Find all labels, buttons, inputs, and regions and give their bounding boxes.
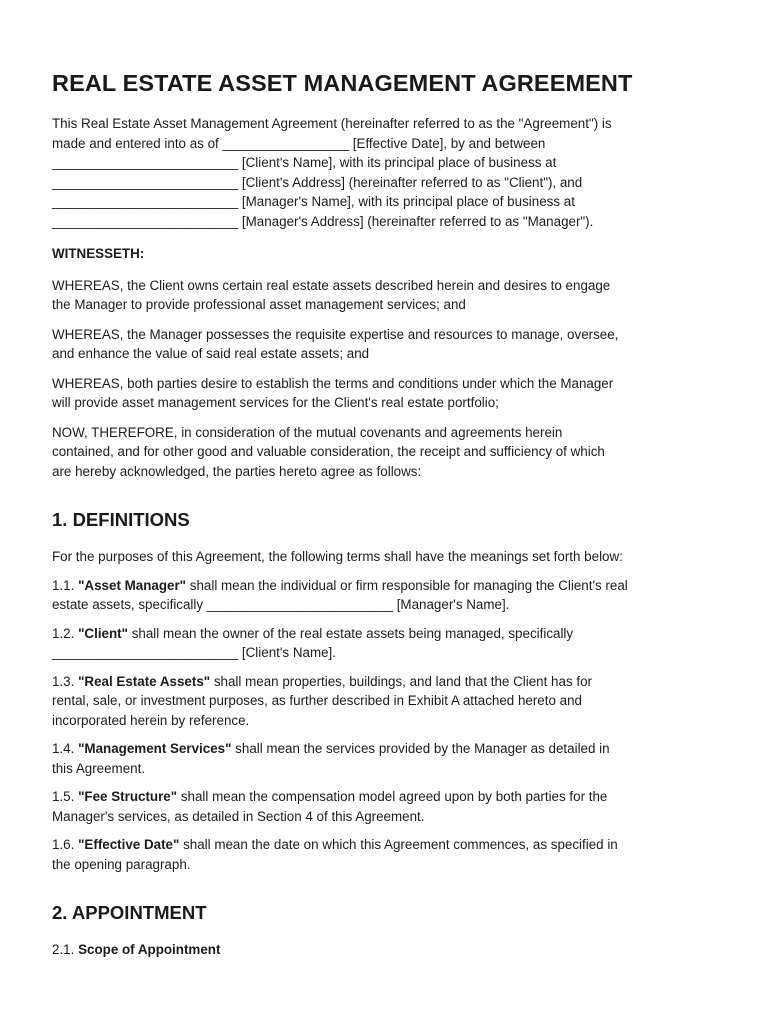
section-heading-definitions: 1. DEFINITIONS — [52, 509, 190, 530]
definition-first-line — [52, 624, 720, 644]
recital-paragraph — [52, 423, 720, 482]
definition-term: "Fee Structure" — [78, 789, 178, 804]
definition-number: 1.1. — [52, 577, 75, 593]
definition-text: shall mean the owner of the real estate assets being managed, specifically — [127, 625, 574, 641]
definition-text: shall mean the compensation model agreed upon by both parties for the — [177, 789, 608, 804]
witnesseth-heading: WITNESSETH: — [52, 246, 145, 261]
definitions-intro: For the purposes of this Agreement, the following terms shall have the meanings set forth below: — [52, 549, 623, 564]
recital-line: are hereby acknowledged, the parties hereto agree as follows: — [52, 463, 422, 479]
definition-line: the opening paragraph. — [52, 856, 191, 872]
definition-term: "Management Services" — [78, 741, 232, 756]
document-title: REAL ESTATE ASSET MANAGEMENT AGREEMENT — [52, 70, 633, 96]
subsection-title: Scope of Appointment — [78, 942, 221, 957]
definition-item — [52, 576, 720, 615]
recital-line: NOW, THEREFORE, in consideration of the mutual covenants and agreements herein — [52, 424, 563, 440]
definition-item — [52, 739, 720, 778]
definition-line: estate assets, specifically _________________________ [Manager's Name]. — [52, 597, 510, 612]
definition-line: this Agreement. — [52, 760, 146, 776]
definition-item — [52, 835, 720, 874]
recital-line: the Manager to provide professional asset management services; and — [52, 297, 466, 312]
definition-term: "Client" — [78, 625, 128, 641]
definition-number: 1.3. — [52, 673, 75, 689]
definition-text: shall mean properties, buildings, and land that the Client has for — [210, 673, 592, 689]
intro-line: _________________________ [Manager's Name], with its principal place of business at — [52, 194, 575, 209]
recital-line: and enhance the value of said real estate assets; and — [52, 346, 370, 361]
intro-line: made and entered into as of _________________ [Effective Date], by and between — [52, 135, 546, 151]
definition-first-line — [52, 835, 720, 855]
definition-number: 1.5. — [52, 789, 75, 804]
intro-line: _________________________ [Manager's Address] (hereinafter referred to as "Manager"). — [52, 213, 594, 229]
recital-line: WHEREAS, the Client owns certain real estate assets described herein and desires to engage — [52, 277, 611, 293]
recital-paragraph — [52, 276, 720, 315]
definition-term: "Asset Manager" — [78, 577, 187, 593]
definition-first-line — [52, 672, 720, 692]
definition-first-line — [52, 739, 720, 759]
definition-line: Manager's services, as detailed in Section 4 of this Agreement. — [52, 808, 425, 824]
recital-line: WHEREAS, the Manager possesses the requisite expertise and resources to manage, oversee, — [52, 326, 619, 342]
definition-term: "Effective Date" — [78, 837, 180, 852]
definition-text: shall mean the individual or firm responsible for managing the Client's real — [186, 577, 628, 593]
definition-first-line — [52, 787, 720, 807]
definition-item — [52, 787, 720, 826]
definition-text: shall mean the services provided by the Manager as detailed in — [231, 741, 610, 756]
definition-line: _________________________ [Client's Name]. — [52, 645, 336, 660]
recital-line: contained, and for other good and valuable consideration, the receipt and sufficiency of which — [52, 444, 605, 459]
definition-term: "Real Estate Assets" — [78, 673, 211, 689]
definition-item — [52, 672, 720, 731]
recital-line: WHEREAS, both parties desire to establish the terms and conditions under which the Manager — [52, 375, 614, 391]
definition-first-line — [52, 576, 720, 596]
definition-number: 1.2. — [52, 625, 75, 641]
definition-line: incorporated herein by reference. — [52, 712, 250, 728]
definition-number: 1.4. — [52, 741, 75, 756]
intro-line: _________________________ [Client's Address] (hereinafter referred to as "Client"), and — [52, 174, 583, 190]
recital-paragraph — [52, 374, 720, 413]
recital-line: will provide asset management services for the Client's real estate portfolio; — [52, 395, 499, 410]
definition-line: rental, sale, or investment purposes, as further described in Exhibit A attached hereto and — [52, 693, 582, 708]
definition-number: 1.6. — [52, 837, 75, 852]
subsection-number: 2.1. — [52, 942, 75, 957]
section-heading-appointment: 2. APPOINTMENT — [52, 902, 207, 923]
definition-item — [52, 624, 720, 663]
recital-paragraph — [52, 325, 720, 364]
intro-line: This Real Estate Asset Management Agreement (hereinafter referred to as the "Agreement") is — [52, 116, 612, 131]
subsection-heading — [52, 940, 720, 960]
definition-text: shall mean the date on which this Agreement commences, as specified in — [179, 837, 618, 852]
intro-line: _________________________ [Client's Name], with its principal place of business at — [52, 155, 557, 170]
intro-paragraph — [52, 114, 720, 231]
